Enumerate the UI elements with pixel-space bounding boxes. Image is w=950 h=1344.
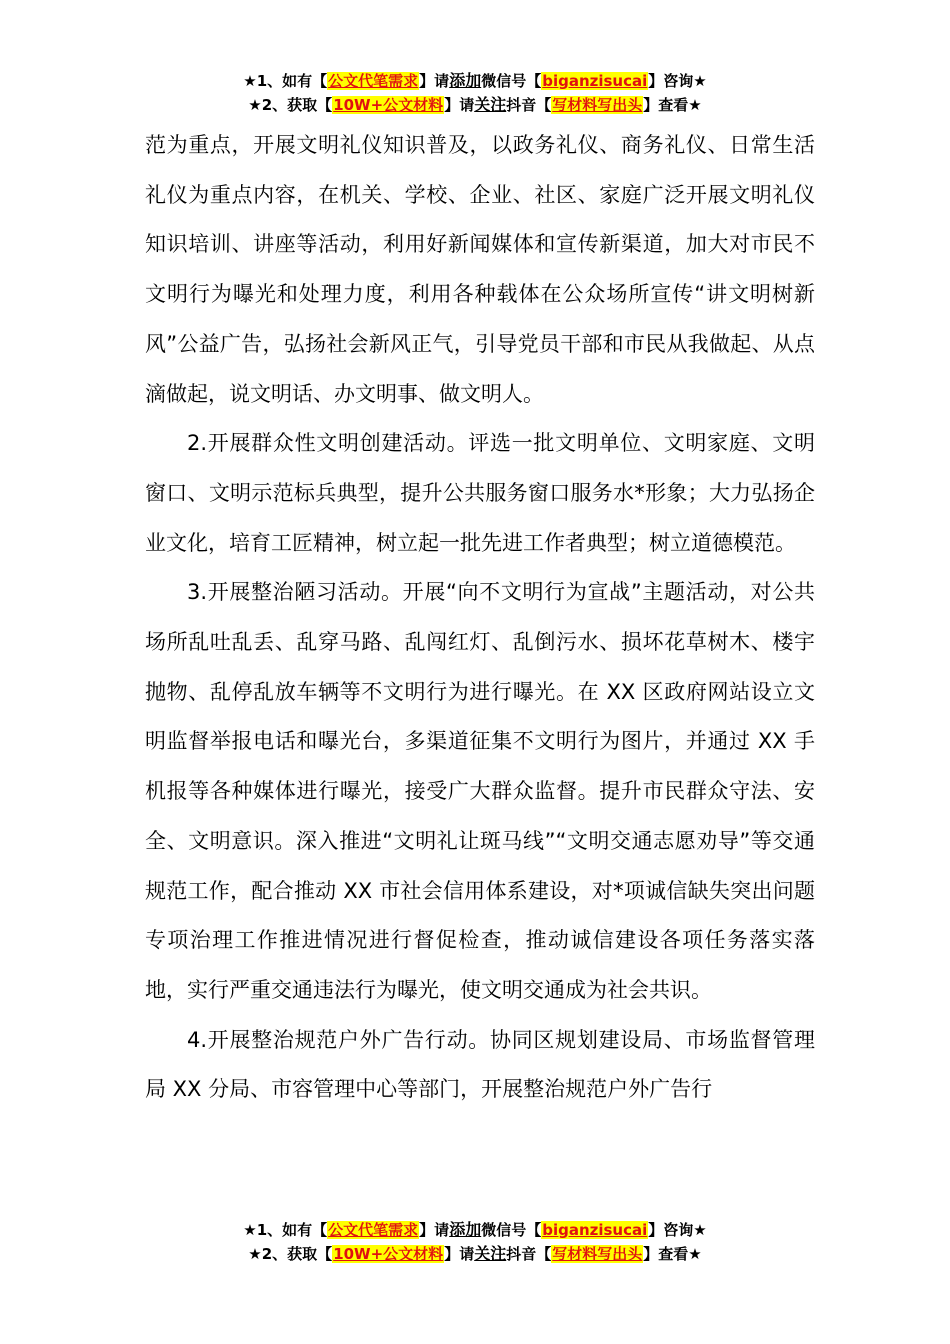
promo-keyword: 添加: [449, 1220, 482, 1239]
paragraph-continued: 范为重点，开展文明礼仪知识普及，以政务礼仪、商务礼仪、日常生活礼仪为重点内容，在机关、学校、企业、社区、家庭广泛开展文明礼仪知识培训、讲座等活动，利用好新闻媒体和宣传新渠道，加大对市民不文明行为曝光和处理力度，利用各种载体在公众场所宣传“讲文明树新风”公益广告，弘扬社会新风正气，引导党员干部和市民从我做起、从点滴做起，说文明话、办文明事、做文明人。: [145, 133, 815, 406]
promo-keyword: 关注: [474, 95, 507, 114]
promo-text: 2、获取【: [261, 1245, 333, 1263]
paragraph-item-4: 4.开展整治规范户外广告行动。协同区规划建设局、市场监督管理局 XX 分局、市容管理中心等部门，开展整治规范户外广告行: [145, 1027, 815, 1102]
promo-wechat-id: biganzisucai: [542, 72, 648, 90]
promo-text: 】查看★: [643, 1245, 702, 1263]
promo-text: 】查看★: [643, 96, 702, 114]
star-icon: ★: [248, 1245, 262, 1263]
promo-keyword: 添加: [449, 71, 482, 90]
star-icon: ★: [243, 72, 257, 90]
promo-douyin-id: 写材料写出头: [552, 96, 643, 114]
header-promo: [0, 69, 950, 117]
promo-highlight: 10W+公文材料: [333, 96, 444, 114]
promo-text: 1、如有【: [256, 72, 328, 90]
document-body: [145, 121, 815, 1115]
star-icon: ★: [243, 1221, 257, 1239]
promo-text: 微信号【: [481, 72, 542, 90]
promo-text: 抖音【: [506, 1245, 552, 1263]
promo-text: 微信号【: [481, 1221, 542, 1239]
star-icon: ★: [248, 96, 262, 114]
paragraph-item-3: 3.开展整治陋习活动。开展“向不文明行为宣战”主题活动，对公共场所乱吐乱丢、乱穿马路、乱闯红灯、乱倒污水、损坏花草树木、楼宇抛物、乱停乱放车辆等不文明行为进行曝光。在 XX 区政府网站设立文明监督举报电话和曝光台，多渠道征集不文明行为图片，并通过 XX 手机报等各种媒体进行曝光，接受广大群众监督。提升市民群众守法、安全、文明意识。深入推进“文明礼让斑马线”“文明交通志愿劝导”等交通规范工作，配合推动 XX 市社会信用体系建设，对*项诚信缺失突出问题专项治理工作推进情况进行督促检查，推动诚信建设各项任务落实落地，实行严重交通违法行为曝光，使文明交通成为社会共识。: [145, 580, 815, 1002]
promo-highlight: 公文代笔需求: [328, 1221, 419, 1239]
promo-line-2: [0, 93, 950, 117]
promo-keyword: 关注: [474, 1244, 507, 1263]
promo-text: 】请: [444, 1245, 475, 1263]
promo-text: 】请: [419, 1221, 450, 1239]
promo-douyin-id: 写材料写出头: [552, 1245, 643, 1263]
promo-text: 】请: [444, 96, 475, 114]
promo-line-1: [0, 69, 950, 93]
promo-text: 1、如有【: [256, 1221, 328, 1239]
promo-wechat-id: biganzisucai: [542, 1221, 648, 1239]
promo-line-1: [0, 1218, 950, 1242]
promo-text: 抖音【: [506, 96, 552, 114]
paragraph-item-2: 2.开展群众性文明创建活动。评选一批文明单位、文明家庭、文明窗口、文明示范标兵典型，提升公共服务窗口服务水*形象；大力弘扬企业文化，培育工匠精神，树立起一批先进工作者典型；树立道德模范。: [145, 431, 815, 555]
promo-highlight: 公文代笔需求: [328, 72, 419, 90]
promo-line-2: [0, 1242, 950, 1266]
promo-text: 】咨询★: [648, 72, 707, 90]
promo-text: 】请: [419, 72, 450, 90]
promo-text: 2、获取【: [261, 96, 333, 114]
promo-text: 】咨询★: [648, 1221, 707, 1239]
footer-promo: [0, 1218, 950, 1266]
promo-highlight: 10W+公文材料: [333, 1245, 444, 1263]
